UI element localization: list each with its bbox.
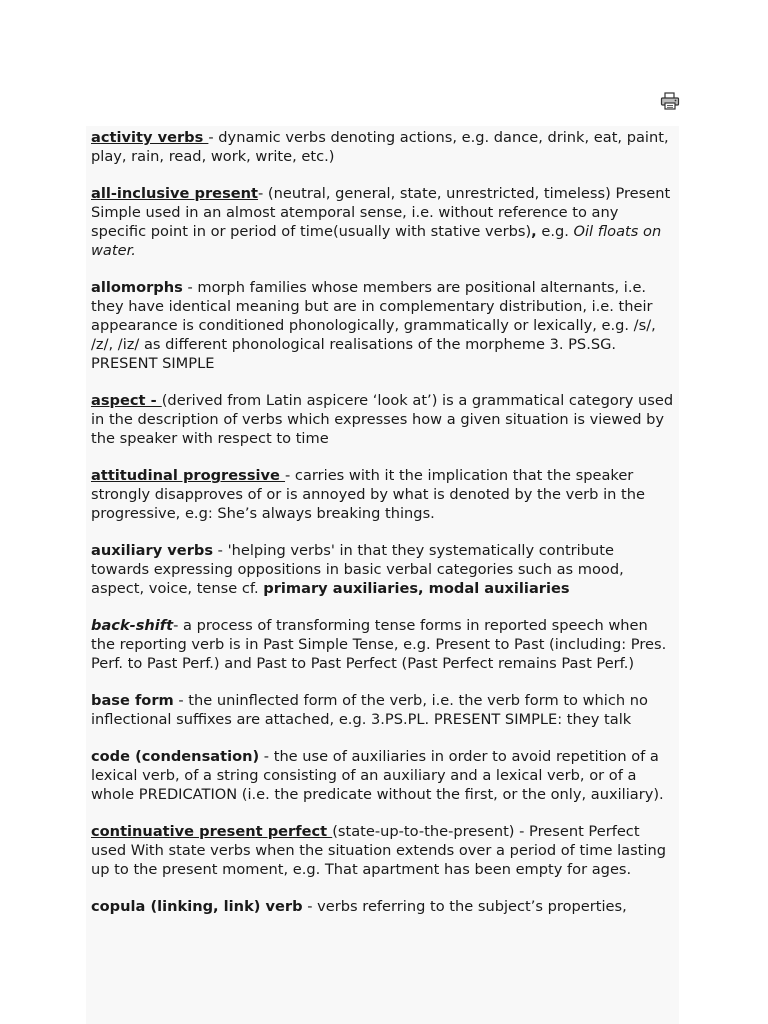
glossary-entry bbox=[91, 616, 679, 673]
glossary-definition: - (neutral, general, state, unrestricted, timeless) Present Simple used in an almost atemporal sense, i.e. without reference to any specific point in or period of time(usually with stative verbs) bbox=[91, 185, 671, 240]
glossary-entry bbox=[91, 466, 679, 523]
glossary-entry bbox=[91, 541, 679, 598]
glossary-entry bbox=[91, 128, 679, 166]
glossary-entry bbox=[91, 897, 679, 916]
glossary-entry bbox=[91, 747, 679, 804]
glossary-entry bbox=[91, 822, 679, 879]
glossary-definition: - the uninflected form of the verb, i.e. the verb form to which no inflectional suffixes are attached, e.g. 3.PS.PL. PRESENT SIMPLE: they talk bbox=[91, 692, 648, 728]
glossary-term: auxiliary verbs bbox=[91, 542, 214, 559]
glossary-term: back-shift bbox=[91, 617, 174, 634]
glossary-definition: - verbs referring to the subject’s properties, bbox=[302, 898, 627, 915]
glossary-term: attitudinal progressive bbox=[91, 467, 286, 484]
glossary-definition: (derived from Latin aspicere ‘look at’) is a grammatical category used in the description of verbs which expresses how a given situation is viewed by the speaker with respect to time bbox=[91, 392, 674, 447]
glossary-definition: - a process of transforming tense forms in reported speech when the reporting verb is in Past Simple Tense, e.g. Present to Past (including: Pres. Perf. to Past Perf.) and Past to Past Perfect (Past Perfect remains Past Perf.) bbox=[91, 617, 667, 672]
definition-example: Oil floats on water. bbox=[91, 223, 662, 259]
glossary-term: aspect - bbox=[91, 392, 162, 409]
glossary-entry bbox=[91, 391, 679, 448]
printer-icon[interactable] bbox=[660, 92, 680, 110]
glossary-content bbox=[86, 126, 679, 1024]
definition-eg: e.g. bbox=[536, 223, 574, 240]
glossary-term: allomorphs bbox=[91, 279, 183, 296]
definition-crossref: primary auxiliaries, modal auxiliaries bbox=[263, 580, 570, 597]
glossary-term: code (condensation) bbox=[91, 748, 260, 765]
glossary-entry bbox=[91, 278, 679, 373]
glossary-term: base form bbox=[91, 692, 174, 709]
glossary-definition: (state-up-to-the-present) - Present Perfect used With state verbs when the situation extends over a period of time lasting up to the present moment, e.g. That apartment has been empty for ages. bbox=[91, 823, 666, 878]
glossary-definition: - dynamic verbs denoting actions, e.g. dance, drink, eat, paint, play, rain, read, work, write, etc.) bbox=[91, 129, 669, 165]
glossary-definition: - morph families whose members are positional alternants, i.e. they have identical meaning but are in complementary distribution, i.e. their appearance is conditioned phonologically, grammatically or lexically, e.g. /s/, /z/, /iz/ as different phonological realisations of the morpheme 3. PS.SG. PRESENT SIMPLE bbox=[91, 279, 656, 372]
glossary-term: activity verbs bbox=[91, 129, 209, 146]
glossary-term: copula (linking, link) verb bbox=[91, 898, 303, 915]
glossary-definition: - carries with it the implication that the speaker strongly disapproves of or is annoyed by what is denoted by the verb in the progressive, e.g: She’s always breaking things. bbox=[91, 467, 645, 522]
glossary-definition: - 'helping verbs' in that they systematically contribute towards expressing oppositions in basic verbal categories such as mood, aspect, voice, tense cf. bbox=[91, 542, 624, 597]
glossary-entry bbox=[91, 691, 679, 729]
definition-comma: , bbox=[531, 223, 537, 240]
glossary-entry bbox=[91, 184, 679, 260]
glossary-term: continuative present perfect bbox=[91, 823, 333, 840]
glossary-definition: - the use of auxiliaries in order to avoid repetition of a lexical verb, of a string consisting of an auxiliary and a lexical verb, or of a whole PREDICATION (i.e. the predicate without the first, or the only, auxiliary). bbox=[91, 748, 664, 803]
glossary-term: all-inclusive present bbox=[91, 185, 259, 202]
